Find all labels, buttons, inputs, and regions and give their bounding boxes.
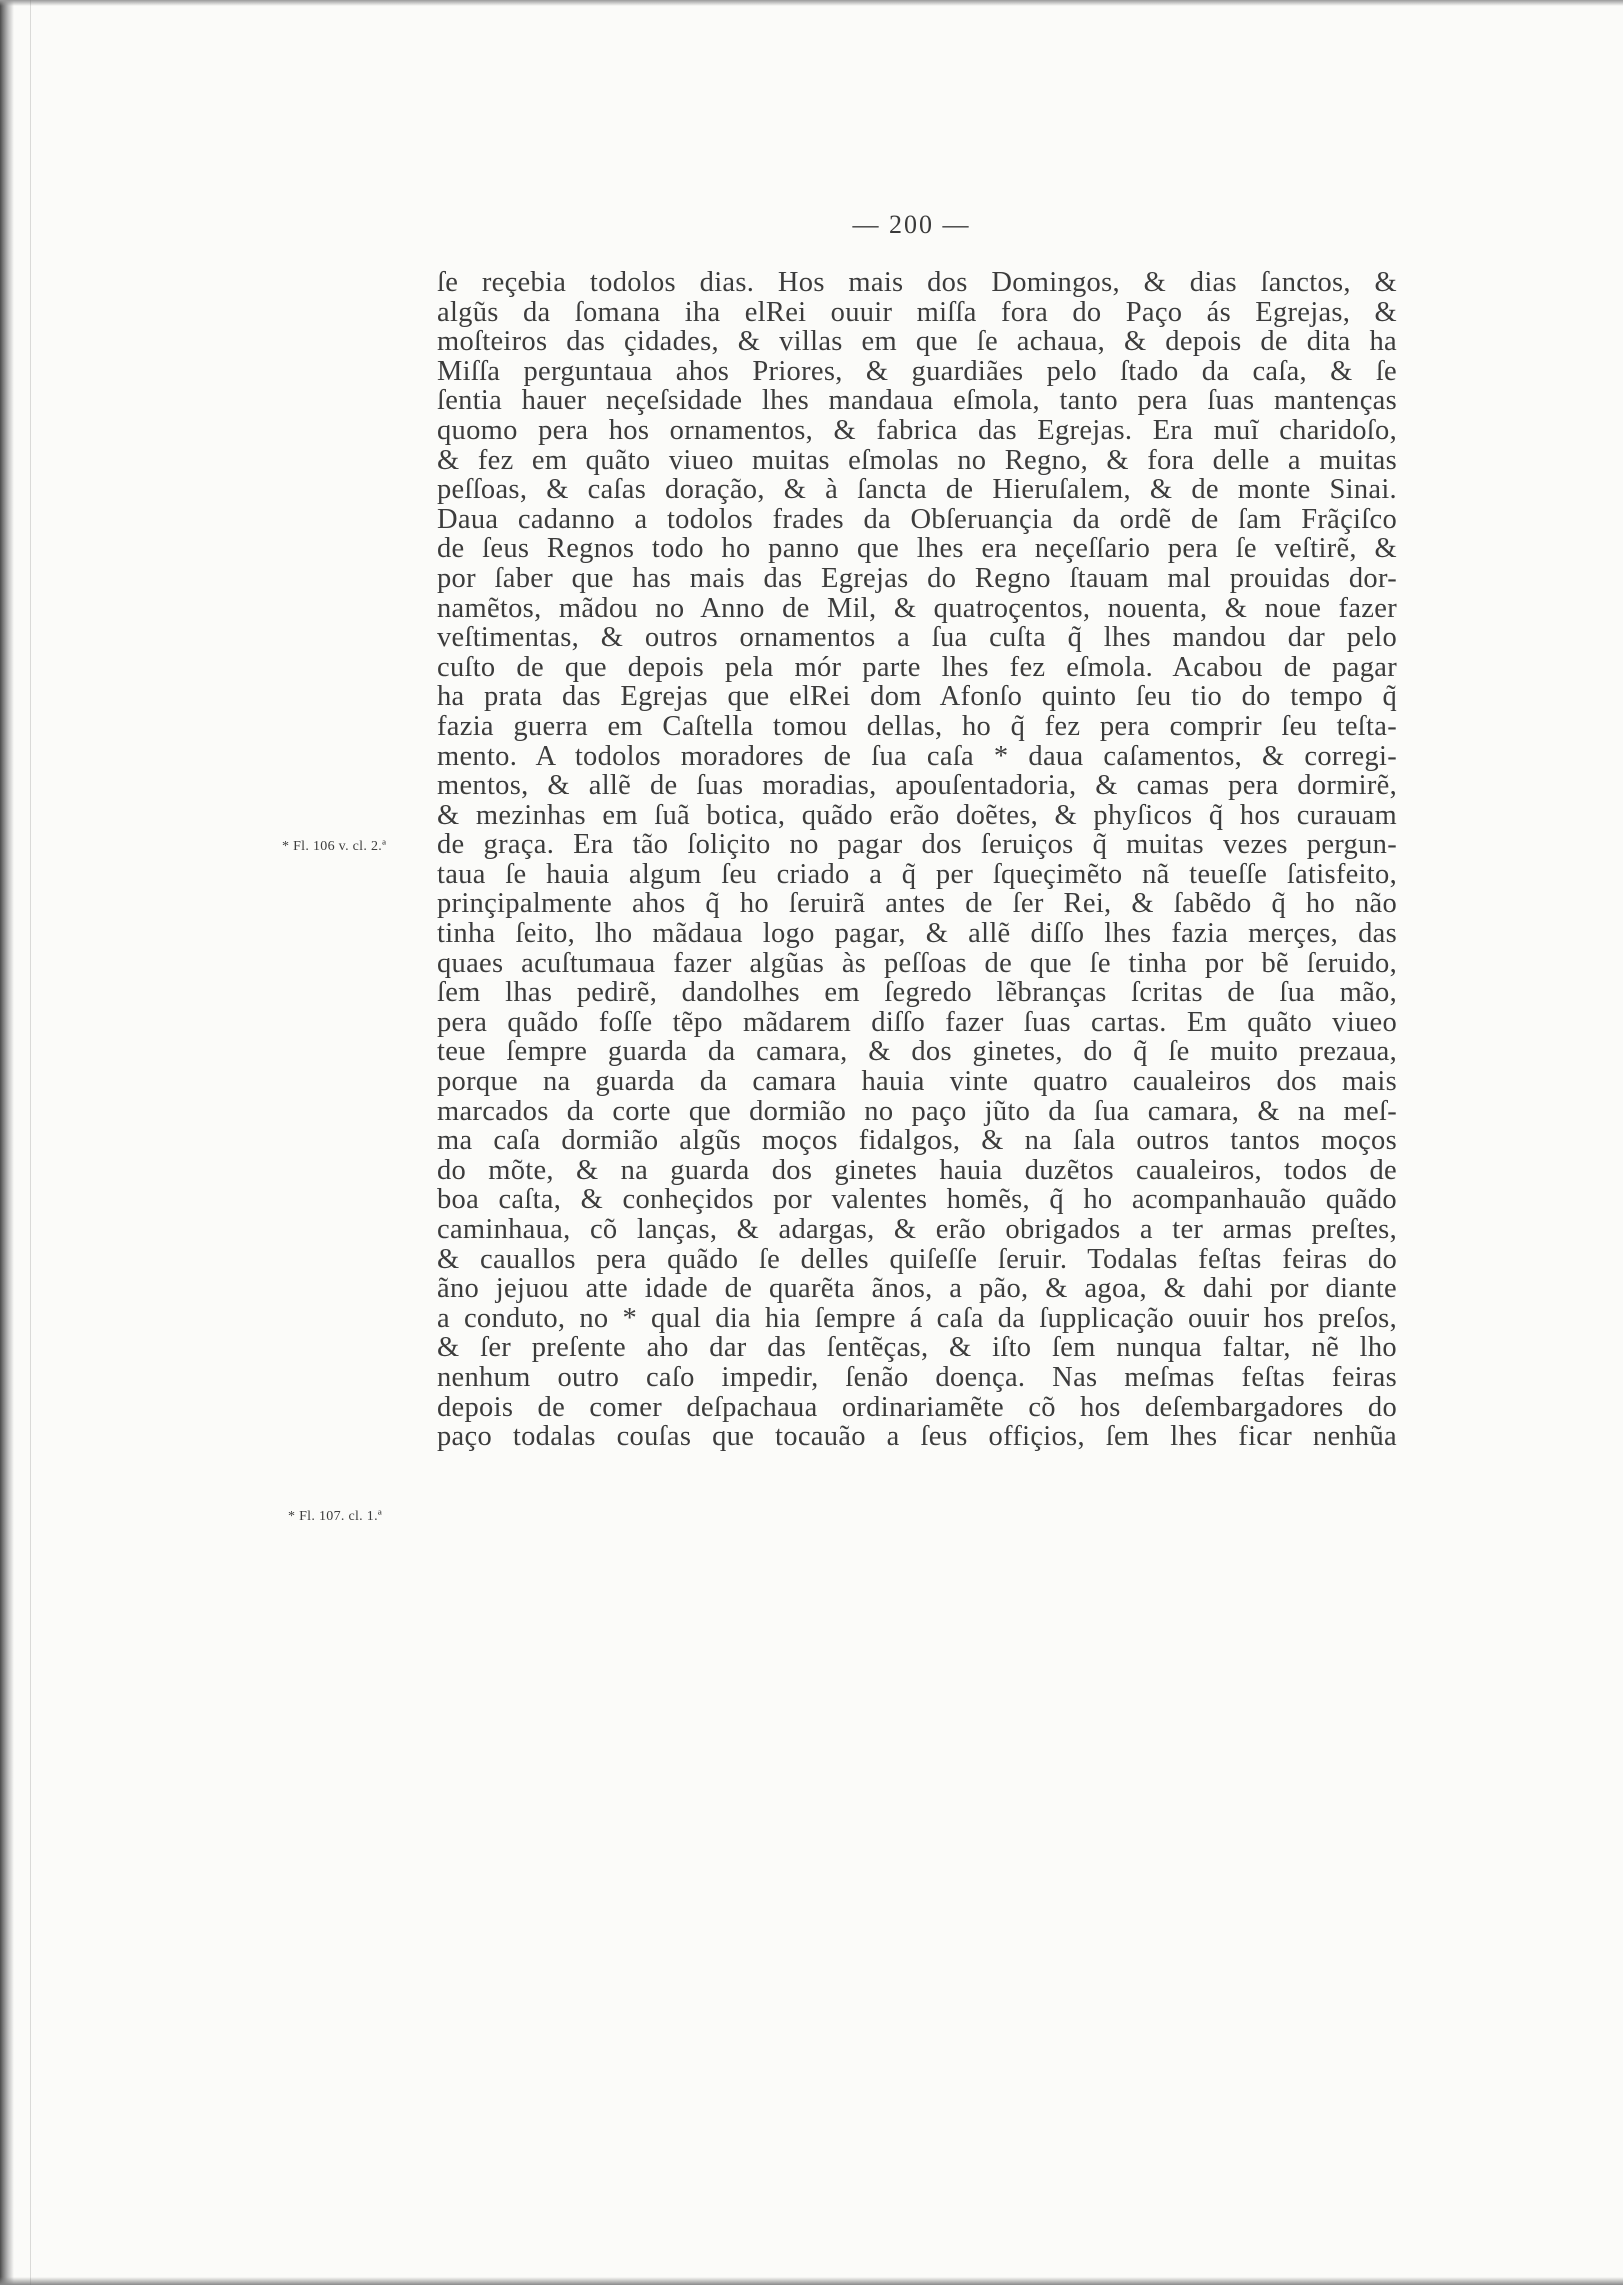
text-line: ſem lhas pedirẽ, dandolhes em ſegredo lẽbranças ſcritas de ſua mão,	[437, 977, 1397, 1009]
text-line: depois de comer deſpachaua ordinariamẽte cõ hos deſembargadores do	[437, 1391, 1397, 1423]
text-line: ha prata das Egrejas que elRei dom Afonſo quinto ſeu tio do tempo q̃	[437, 681, 1397, 713]
text-line: porque na guarda da camara hauia vinte quatro caualeiros dos mais	[437, 1066, 1397, 1098]
text-line: nenhum outro caſo impedir, ſenão doença. Nas meſmas feſtas feiras	[437, 1361, 1397, 1393]
text-line: caminhaua, cõ lanças, & adargas, & erão obrigados a ter armas preſtes,	[437, 1214, 1397, 1245]
text-line: a conduto, no * qual dia hia ſempre á caſa da ſupplicação ouuir hos preſos,	[437, 1302, 1397, 1334]
scan-fold-line	[30, 0, 31, 2285]
margin-note-folio-106v: * Fl. 106 v. cl. 2.ª	[282, 839, 387, 854]
text-line: Daua cadanno a todolos frades da Obſeruançia da ordẽ de ſam Frãçiſco	[437, 503, 1397, 535]
text-line: tinha ſeito, lho mãdaua logo pagar, & allẽ diſſo lhes fazia merçes, das	[437, 918, 1397, 950]
text-line: namẽtos, mãdou no Anno de Mil, & quatroçentos, nouenta, & noue fazer	[437, 592, 1397, 624]
text-line: cuſto de que depois pela mór parte lhes fez eſmola. Acabou de pagar	[437, 651, 1397, 683]
text-line: quomo pera hos ornamentos, & fabrica das Egrejas. Era muĩ charidoſo,	[437, 414, 1397, 446]
text-line: & ſer preſente aho dar das ſentẽças, & iſto ſem nunqua faltar, nẽ lho	[437, 1332, 1397, 1364]
scan-edge-bottom	[0, 2277, 1623, 2285]
text-line: quaes acuſtumaua fazer algũas às peſſoas de que ſe tinha por bẽ ſeruido,	[437, 947, 1397, 979]
text-line: peſſoas, & caſas doração, & à ſancta de Hieruſalem, & de monte Sinai.	[437, 474, 1397, 506]
text-line: teue ſempre guarda da camara, & dos ginetes, do q̃ ſe muito prezaua,	[437, 1036, 1397, 1068]
text-line: ſe reçebia todolos dias. Hos mais dos Domingos, & dias ſanctos, &	[437, 267, 1397, 298]
text-line: moſteiros das çidades, & villas em que ſe achaua, & depois de dita ha	[437, 326, 1397, 358]
body-text	[437, 268, 1397, 1452]
text-line: & fez em quãto viueo muitas eſmolas no Regno, & fora delle a muitas	[437, 444, 1397, 476]
text-line: mentos, & allẽ de ſuas moradias, apouſentadoria, & camas pera dormirẽ,	[437, 770, 1397, 802]
text-line: ãno jejuou atte idade de quarẽta ãnos, a pão, & agoa, & dahi por diante	[437, 1273, 1397, 1305]
text-line: ſentia hauer neçeſsidade lhes mandaua eſmola, tanto pera ſuas mantenças	[437, 385, 1397, 417]
text-line: mento. A todolos moradores de ſua caſa * daua caſamentos, & corregi-	[437, 740, 1397, 772]
text-line: prinçipalmente ahos q̃ ho ſeruirã antes de ſer Rei, & ſabẽdo q̃ ho não	[437, 888, 1397, 920]
text-line: paço todalas couſas que tocauão a ſeus offiçios, ſem lhes ficar nenhũa	[437, 1421, 1397, 1453]
page-number: — 200 —	[852, 210, 971, 239]
text-line: boa caſta, & conheçidos por valentes homẽs, q̃ ho acompanhauão quãdo	[437, 1184, 1397, 1216]
scan-edge-top	[0, 0, 1623, 6]
text-line: ma caſa dormião algũs moços fidalgos, & na ſala outros tantos moços	[437, 1125, 1397, 1157]
text-line: algũs da ſomana iha elRei ouuir miſſa fora do Paço ás Egrejas, &	[437, 296, 1397, 328]
text-line: por ſaber que has mais das Egrejas do Regno ſtauam mal prouidas dor-	[437, 562, 1397, 594]
text-line: taua ſe hauia algum ſeu criado a q̃ per ſqueçimẽto nã teueſſe ſatisfeito,	[437, 858, 1397, 890]
text-line: veſtimentas, & outros ornamentos a ſua cuſta q̃ lhes mandou dar pelo	[437, 622, 1397, 654]
scan-edge-left	[0, 0, 14, 2285]
text-line: Miſſa perguntaua ahos Priores, & guardiães pelo ſtado da caſa, & ſe	[437, 355, 1397, 387]
margin-note-folio-107: * Fl. 107. cl. 1.ª	[288, 1509, 383, 1524]
text-line: & mezinhas em ſuã botica, quãdo erão doẽtes, & phyſicos q̃ hos curauam	[437, 799, 1397, 831]
text-line: de ſeus Regnos todo ho panno que lhes era neçeſſario pera ſe veſtirẽ, &	[437, 533, 1397, 565]
text-line: do mõte, & na guarda dos ginetes hauia duzẽtos caualeiros, todos de	[437, 1154, 1397, 1186]
text-line: pera quãdo foſſe tẽpo mãdarem diſſo fazer ſuas cartas. Em quãto viueo	[437, 1006, 1397, 1038]
text-line: fazia guerra em Caſtella tomou dellas, ho q̃ fez pera comprir ſeu teſta-	[437, 710, 1397, 742]
text-line: & cauallos pera quãdo ſe delles quiſeſſe ſeruir. Todalas feſtas feiras do	[437, 1243, 1397, 1275]
text-line: marcados da corte que dormião no paço jũto da ſua camara, & na meſ-	[437, 1095, 1397, 1127]
text-line: de graça. Era tão ſoliçito no pagar dos ſeruiços q̃ muitas vezes pergun-	[437, 829, 1397, 861]
